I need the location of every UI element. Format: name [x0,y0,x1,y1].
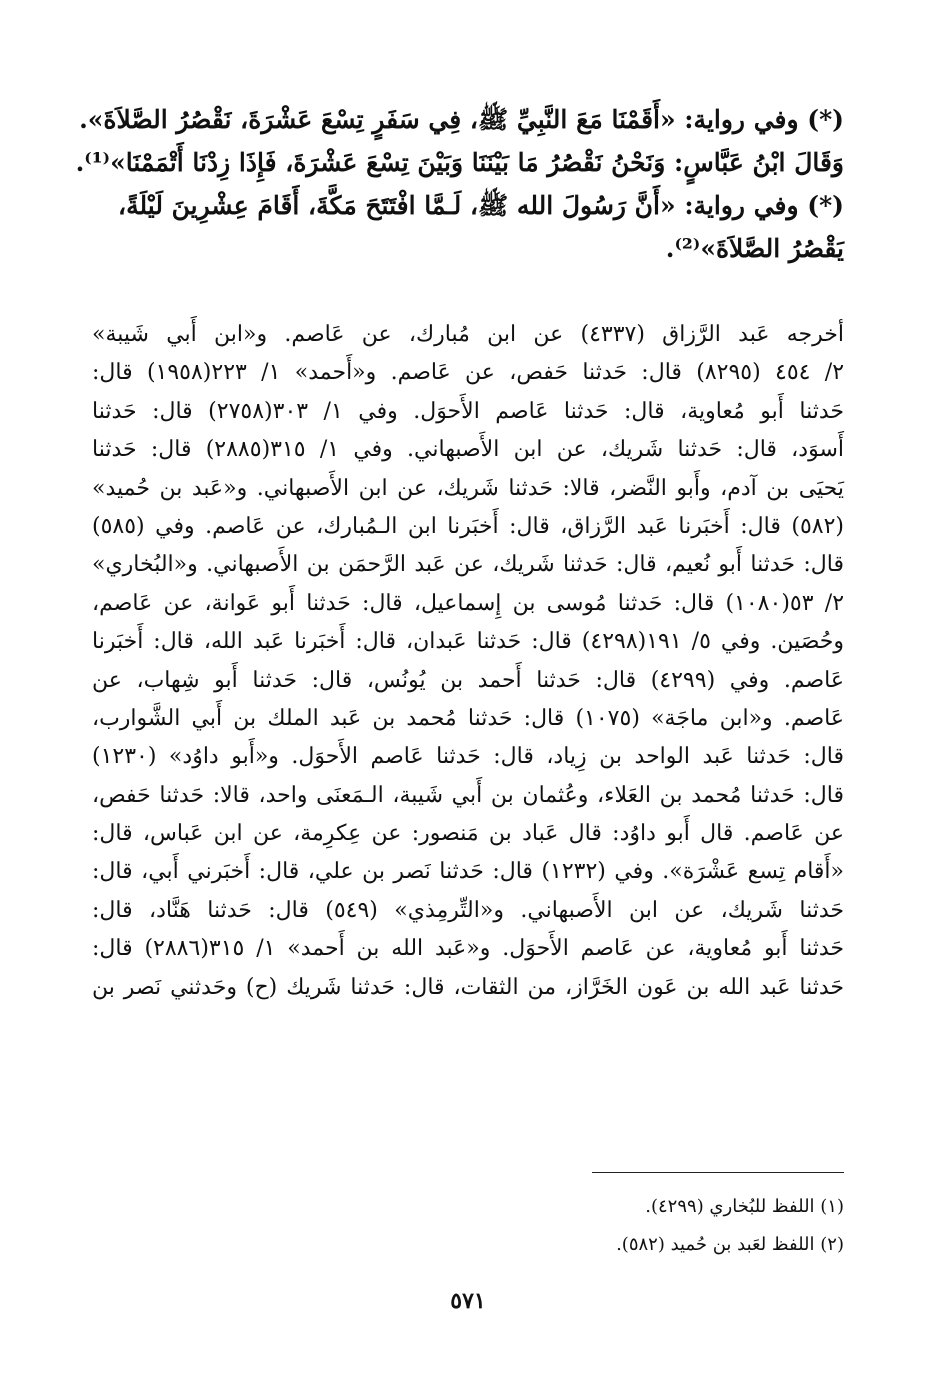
footnotes [92,1188,844,1264]
footnote-divider [592,1172,844,1173]
takhrij-line: (٥٨٢) قال: أَخبَرنا عَبد الرَّزاق، قال: أَخبَرنا ابن الـمُبارك، عن عَاصم. وفي (٥٨٥) [92,513,844,539]
footnote-2: (٢) اللفظ لعَبد بن حُميد (٥٨٢). [616,1234,844,1255]
takhrij-line: أَسوَد، قال: حَدثنا شَريك، عن ابن الأَصبهاني. وفي ١/ ٣١٥(٢٨٨٥) قال: حَدثنا [92,437,844,463]
takhrij-line: قال: حَدثنا مُحمد بن العَلاء، وعُثمان بن أَبي شَيبة، الـمَعنَى واحد، قالا: حَدثنا حَفص، [92,782,844,808]
takhrij-line: عَاصم. و«ابن ماجَة» (١٠٧٥) قال: حَدثنا مُحمد بن عَبد الملك بن أَبي الشَّوارب، [92,705,844,731]
takhrij-line: وحُصَين. وفي ٥/ ١٩١(٤٢٩٨) قال: حَدثنا عَبدان، قال: أَخبَرنا عَبد الله، قال: أَخبَرنا [92,629,844,655]
takhrij-line: عَاصم. وفي (٤٢٩٩) قال: حَدثنا أَحمد بن يُونُس، قال: حَدثنا أَبو شِهاب، عن [92,667,844,693]
takhrij-line: أخرجه عَبد الرَّزاق (٤٣٣٧) عن ابن مُبارك، عن عَاصم. و«ابن أَبي شَيبة» [92,322,844,347]
takhrij-line: حَدثنا عَبد الله بن عَون الخَرَّاز، من الثقات، قال: حَدثنا شَريك (ح) وحَدثني نَصر بن [92,974,844,1000]
takhrij-line: قال: حَدثنا أَبو نُعيم، قال: حَدثنا شَريك، عن عَبد الرَّحمَن بن الأَصبهاني. و«البُخاري» [92,552,844,578]
takhrij-line: ٢/ ٥٣(١٠٨٠) قال: حَدثنا مُوسى بن إِسماعيل، قال: حَدثنا أَبو عَوانة، عن عَاصم، [92,590,845,616]
hadith-line: يَقْصُرُ الصَّلاَةَ»⁽²⁾. [665,234,844,263]
takhrij-line: ٢/ ٤٥٤ (٨٢٩٥) قال: حَدثنا حَفص، عن عَاصم. و«أَحمد» ١/ ٢٢٣(١٩٥٨) قال: [92,360,845,386]
hadith-line: (*) وفي رواية: «أَقَمْنَا مَعَ النَّبِيِّ ﷺ، فِي سَفَرٍ تِسْعَ عَشْرَةَ، نَقْصُرُ الصَّلاَةَ». [79,105,844,134]
hadith-line: وَقَالَ ابْنُ عَبَّاسٍ: وَنَحْنُ نَقْصُرُ مَا بَيْنَنَا وَبَيْنَ تِسْعَ عَشْرَةَ، فَإِذَا زِدْنَا أَتْمَمْنَا»⁽¹⁾. [75,148,844,177]
hadith-text [75,98,844,270]
footnote-1: (١) اللفظ للبُخاري (٤٢٩٩). [645,1196,844,1217]
takhrij-line: حَدثنا شَريك، عن ابن الأَصبهاني. و«التِّرمِذي» (٥٤٩) قال: حَدثنا هَنَّاد، قال: [92,897,844,923]
takhrij-line: عن عَاصم. قال أَبو داوُد: قال عَباد بن مَنصور: عن عِكرِمة، عن ابن عَباس، قال: [92,821,844,847]
takhrij-line: قال: حَدثنا عَبد الواحد بن زِياد، قال: حَدثنا عَاصم الأَحوَل. و«أَبو داوُد» (١٢٣٠) [92,744,844,770]
takhrij-line: يَحيَى بن آدم، وأَبو النَّضر، قالا: حَدثنا شَريك، عن ابن الأَصبهاني. و«عَبد بن حُميد» [92,475,844,501]
takhrij-line: حَدثنا أَبو مُعاوية، عن عَاصم الأَحوَل. و«عَبد الله بن أَحمد» ١/ ٣١٥(٢٨٨٦) قال: [92,936,844,962]
page-number: ٥٧١ [450,1288,486,1314]
takhrij-paragraph [92,316,844,1007]
takhrij-line: حَدثنا أَبو مُعاوية، قال: حَدثنا عَاصم الأَحوَل. وفي ١/ ٣٠٣(٢٧٥٨) قال: حَدثنا [92,398,844,424]
takhrij-line: «أَقام تِسع عَشْرَة». وفي (١٢٣٢) قال: حَدثنا نَصر بن علي، قال: أَخبَرني أَبي، قال: [92,859,844,885]
hadith-line: (*) وفي رواية: «أَنَّ رَسُولَ الله ﷺ، لَـمَّا افْتَتَحَ مَكَّةَ، أَقَامَ عِشْرِينَ لَيْلَةً، [118,191,844,220]
